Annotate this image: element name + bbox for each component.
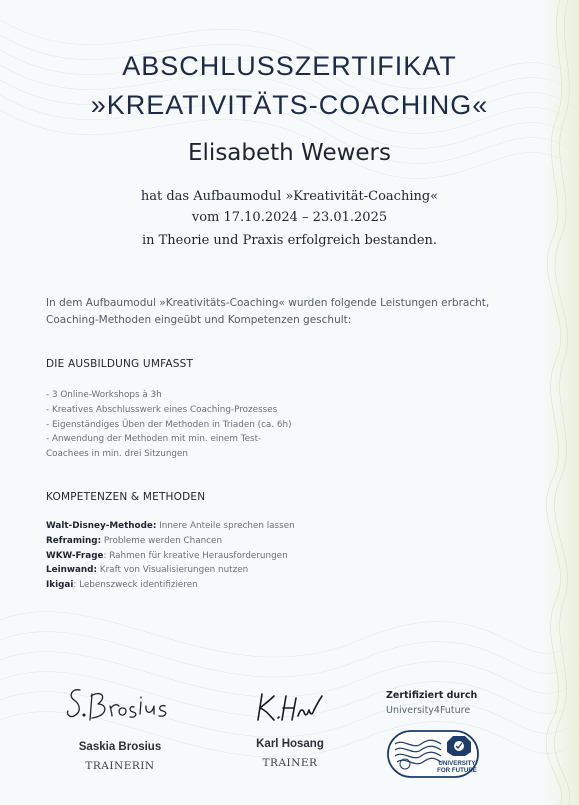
list-item: - Eigenständiges Üben der Methoden in Triaden (ca. 6h) [46, 419, 292, 430]
certifier-name: University4Future [386, 705, 471, 716]
method-term: WKW-Frage [46, 550, 104, 561]
signature-brosius-icon [64, 684, 174, 728]
list-item [46, 519, 366, 534]
training-heading: DIE AUSBILDUNG UMFASST [46, 358, 194, 370]
statement-line: in Theorie und Praxis erfolgreich bestanden. [141, 233, 438, 248]
list-item [46, 563, 366, 578]
list-item: - Kreatives Abschlusswerk eines Coaching-Prozesses [46, 404, 278, 415]
certificate-subtitle: »KREATIVITÄTS-COACHING« [90, 90, 489, 120]
signer-name: Karl Hosang [256, 738, 324, 750]
competencies-list [46, 519, 366, 593]
method-term: Reframing: [46, 535, 102, 546]
statement-line: vom 17.10.2024 – 23.01.2025 [191, 210, 388, 225]
badge-text: UNIVERSITY [438, 760, 476, 767]
badge-text: FOR FUTURE [437, 767, 477, 774]
method-term: Ikigai [46, 580, 74, 591]
signer-role: TRAINERIN [85, 760, 155, 772]
method-desc: Kraft von Visualisierungen nutzen [97, 565, 249, 576]
certificate-title: ABSCHLUSSZERTIFIKAT [122, 51, 457, 81]
method-term: Walt-Disney-Methode: [46, 521, 157, 531]
list-item [46, 549, 366, 564]
method-term: Leinwand: [46, 565, 97, 576]
method-desc: : Rahmen für kreative Herausforderungen [103, 550, 288, 561]
statement-line: hat das Aufbaumodul »Kreativität-Coaching« [140, 189, 439, 204]
list-item: - 3 Online-Workshops à 3h [46, 390, 162, 400]
recipient-name: Elisabeth Wewers [188, 140, 391, 166]
signer-role: TRAINER [262, 757, 318, 769]
intro-text: Coaching-Methoden eingeübt und Kompetenzen geschult: [46, 314, 352, 326]
intro-text: In dem Aufbaumodul »Kreativitäts-Coaching« wurden folgende Leistungen erbracht, [46, 297, 490, 309]
list-item [46, 578, 366, 593]
competencies-heading: KOMPETENZEN & METHODEN [46, 491, 206, 503]
list-item: Coachees in min. drei Sitzungen [46, 449, 189, 460]
signer-name: Saskia Brosius [78, 741, 162, 753]
method-desc: Innere Anteile sprechen lassen [156, 521, 295, 531]
list-item [46, 534, 366, 549]
certified-by-label: Zertifiziert durch [386, 690, 478, 701]
university-for-future-badge-icon [387, 730, 479, 778]
list-item: - Anwendung der Methoden mit min. einem Test- [46, 434, 262, 445]
signature-hosang-icon [252, 690, 328, 726]
training-list [46, 388, 346, 462]
method-desc: Probleme werden Chancen [101, 535, 223, 546]
method-desc: : Lebenszweck identifizieren [73, 580, 198, 591]
